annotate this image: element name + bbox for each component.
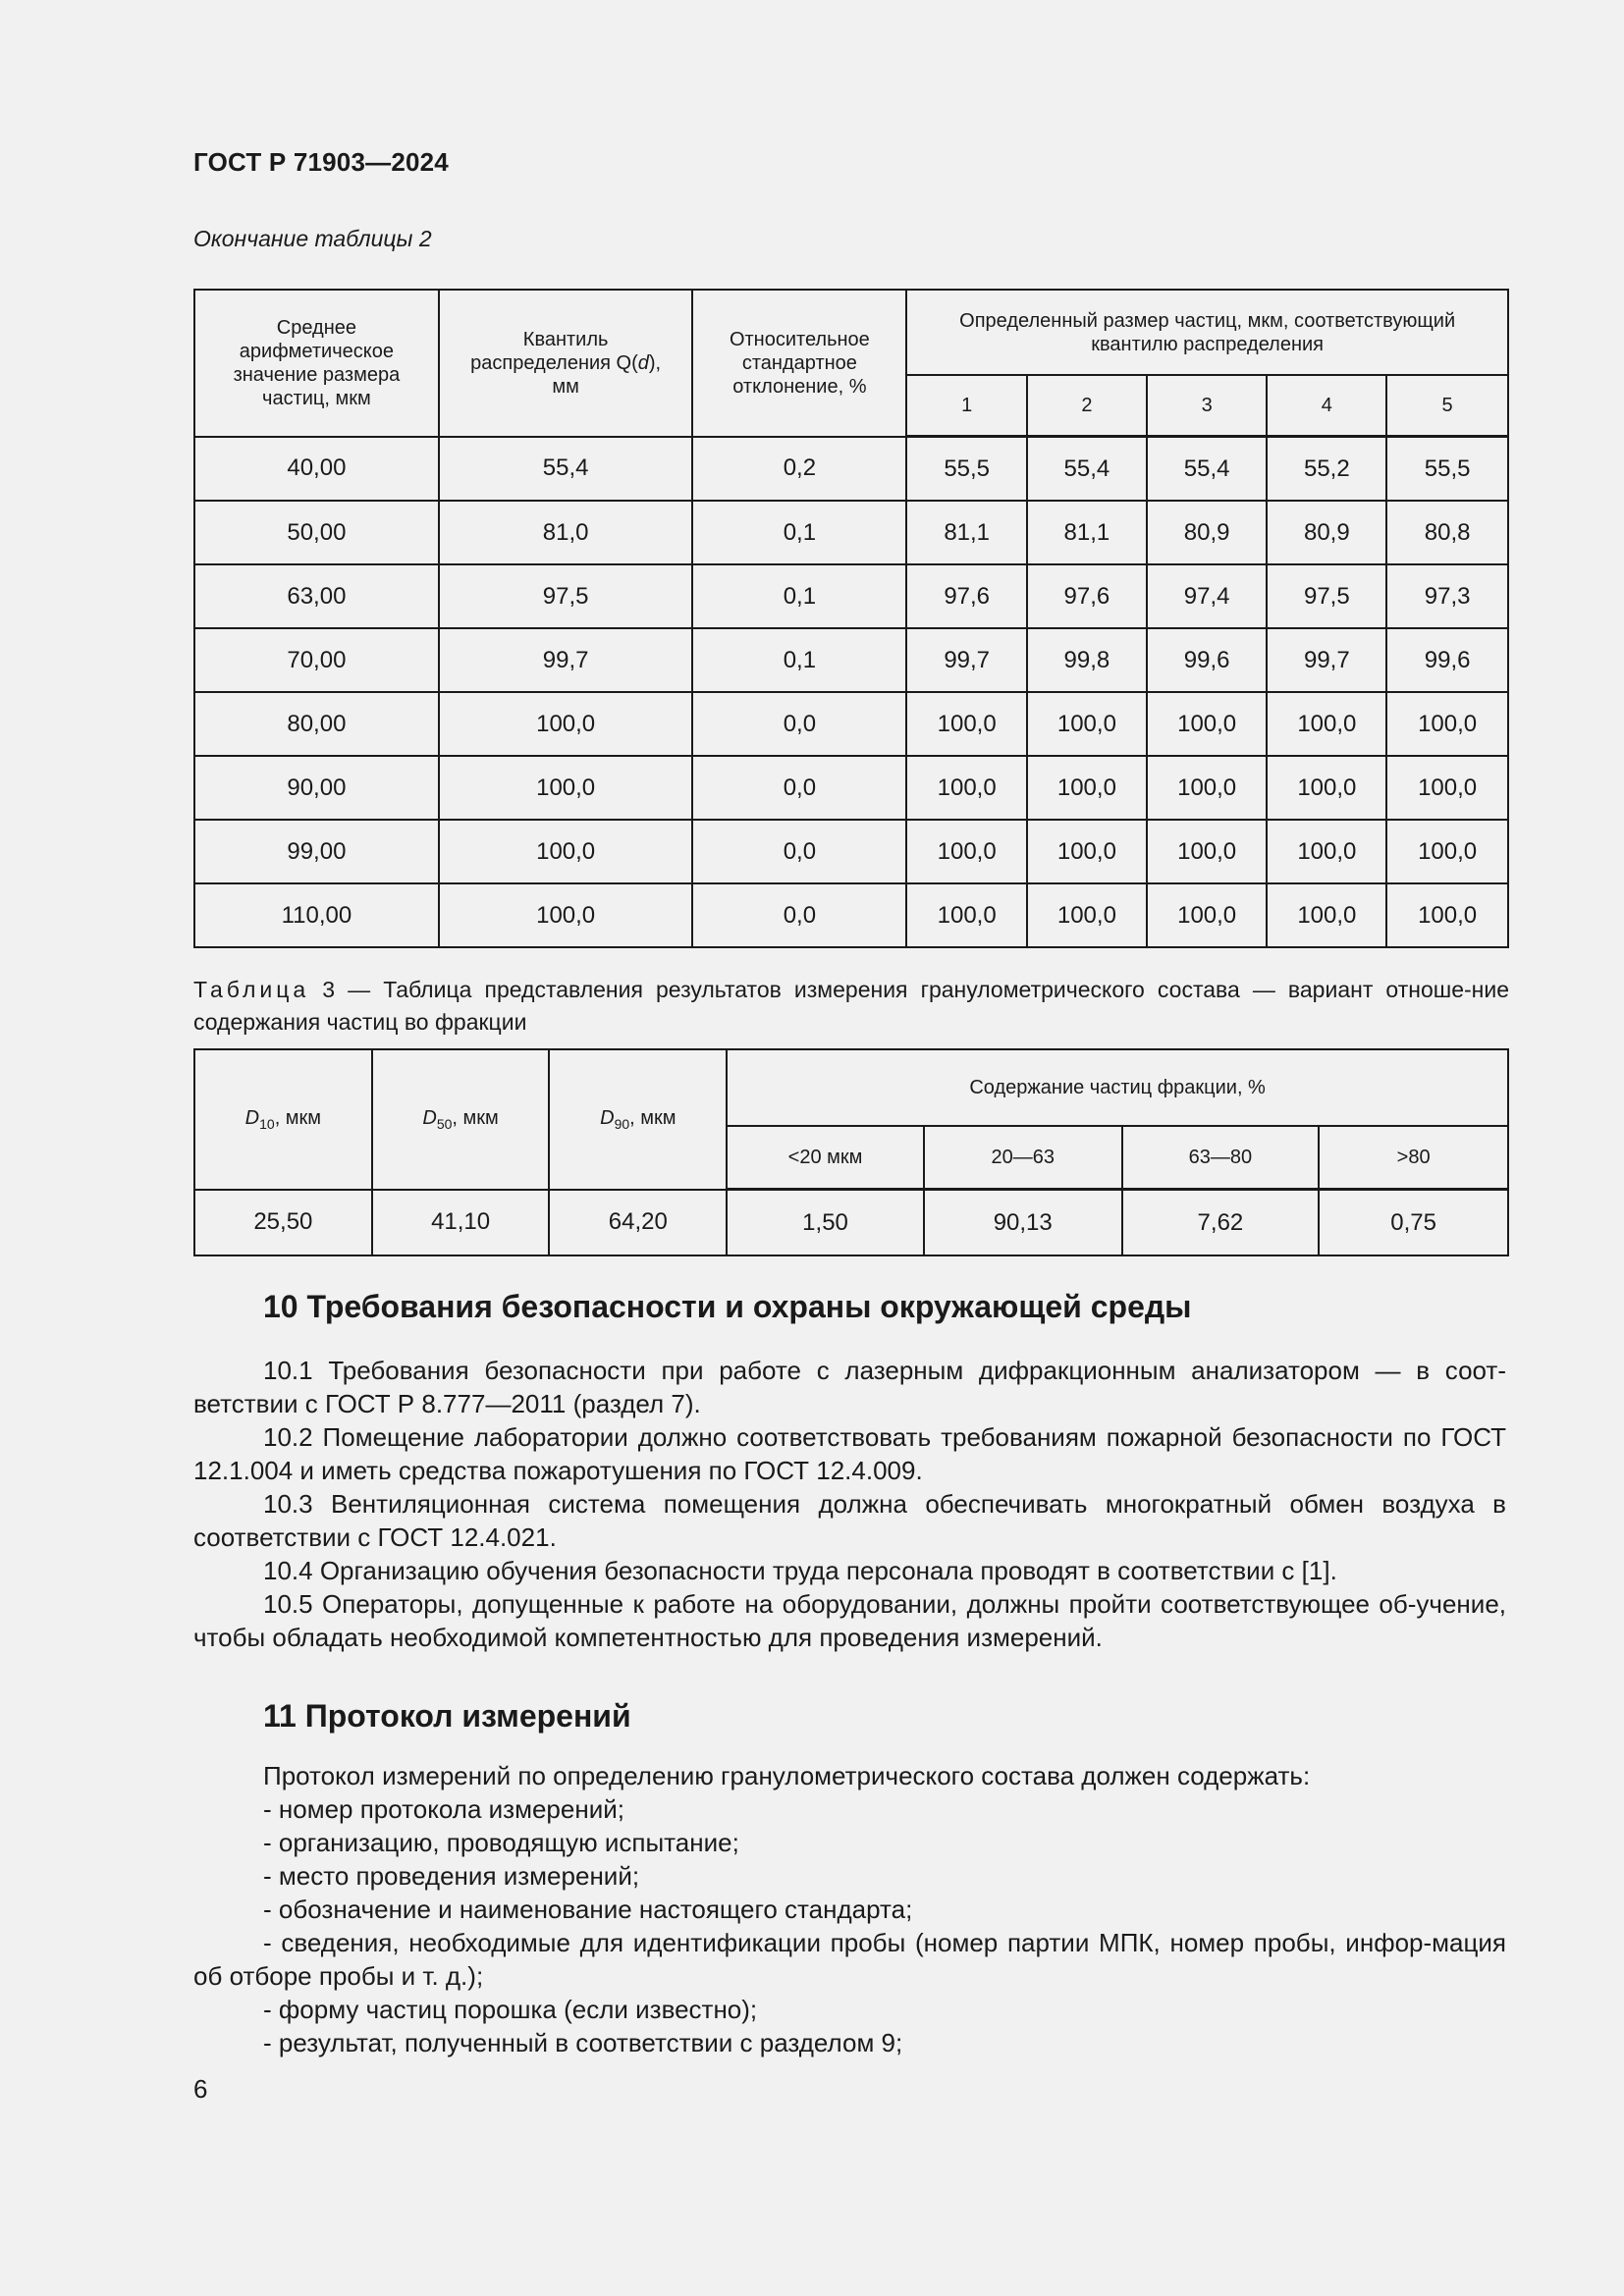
table-cell: 100,0 (906, 756, 1027, 820)
page-number: 6 (193, 2074, 208, 2104)
list-item: - форму частиц порошка (если известно); (263, 1995, 758, 2024)
table-cell: 100,0 (439, 883, 693, 947)
table-row (194, 1190, 1508, 1256)
table-row (194, 756, 1508, 820)
table-cell: 0,75 (1319, 1190, 1508, 1256)
table-cell: 100,0 (1386, 820, 1508, 883)
document-id: ГОСТ Р 71903—2024 (193, 147, 449, 177)
section-11-body (193, 1759, 1506, 2059)
table-cell: 97,5 (439, 564, 693, 628)
table-cell: 100,0 (906, 692, 1027, 756)
table-cell: 0,1 (692, 628, 906, 692)
table-row (194, 883, 1508, 947)
table-cell: 100,0 (1267, 820, 1386, 883)
table-cell: 100,0 (439, 692, 693, 756)
table-cell: 99,7 (439, 628, 693, 692)
table-cell: 100,0 (1267, 756, 1386, 820)
table-cell: 80,9 (1267, 501, 1386, 564)
paragraph: 10.1 Требования безопасности при работе с лазерным дифракционным анализатором — в соот-ветствии с ГОСТ Р 8.777—2011 (раздел 7). (193, 1356, 1506, 1418)
paragraph: 10.2 Помещение лаборатории должно соответствовать требованиям пожарной безопасности по ГОСТ 12.1.004 и иметь средства пожаротушения по ГОСТ 12.4.009. (193, 1422, 1506, 1485)
table-cell: 0,0 (692, 883, 906, 947)
header-fraction-lt20: <20 мкм (727, 1126, 924, 1190)
header-mean: Среднее арифметическое значение размера частиц, мкм (194, 290, 439, 437)
list-item: - организацию, проводящую испытание; (263, 1828, 739, 1857)
header-run-1: 1 (906, 375, 1027, 437)
table-cell: 55,4 (1027, 437, 1147, 502)
table-row (194, 820, 1508, 883)
table-cell: 25,50 (194, 1190, 372, 1256)
table-cell: 97,6 (906, 564, 1027, 628)
table-cell: 100,0 (1386, 756, 1508, 820)
table-row (194, 501, 1508, 564)
paragraph: 10.4 Организацию обучения безопасности труда персонала проводят в соответствии с [1]. (263, 1556, 1337, 1585)
table-cell: 0,2 (692, 437, 906, 502)
table-cell: 97,3 (1386, 564, 1508, 628)
list-item: - результат, полученный в соответствии с разделом 9; (263, 2028, 903, 2057)
header-determined-size: Определенный размер частиц, мкм, соответствующий квантилю распределения (906, 290, 1508, 375)
header-d90: $D_{90}$, мкм (549, 1049, 727, 1190)
table-cell: 99,6 (1147, 628, 1268, 692)
table-cell: 63,00 (194, 564, 439, 628)
table-cell: 100,0 (1027, 820, 1147, 883)
table-cell: 41,10 (372, 1190, 550, 1256)
header-fraction-content: Содержание частиц фракции, % (727, 1049, 1508, 1126)
table-cell: 90,13 (924, 1190, 1122, 1256)
table-cell: 50,00 (194, 501, 439, 564)
table-cell: 100,0 (1386, 692, 1508, 756)
header-rsd: Относительное стандартное отклонение, % (692, 290, 906, 437)
table-cell: 100,0 (439, 756, 693, 820)
table2-caption: Окончание таблицы 2 (193, 226, 432, 251)
table-cell: 80,9 (1147, 501, 1268, 564)
table-cell: 81,1 (906, 501, 1027, 564)
paragraph: Протокол измерений по определению гранулометрического состава должен содержать: (263, 1761, 1311, 1790)
table-cell: 100,0 (1147, 756, 1268, 820)
table-cell: 100,0 (1386, 883, 1508, 947)
table-cell: 0,1 (692, 564, 906, 628)
section-11-title: 11 Протокол измерений (263, 1698, 631, 1734)
table-cell: 97,5 (1267, 564, 1386, 628)
table-cell: 64,20 (549, 1190, 727, 1256)
header-fraction-63-80: 63—80 (1122, 1126, 1320, 1190)
table-cell: 80,00 (194, 692, 439, 756)
table-2 (193, 289, 1509, 948)
table-cell: 7,62 (1122, 1190, 1320, 1256)
list-item: - место проведения измерений; (263, 1861, 640, 1891)
table-cell: 100,0 (1027, 692, 1147, 756)
table-cell: 99,00 (194, 820, 439, 883)
table-cell: 97,6 (1027, 564, 1147, 628)
table-cell: 100,0 (1147, 883, 1268, 947)
table-cell: 100,0 (1027, 883, 1147, 947)
section-10-title: 10 Требования безопасности и охраны окружающей среды (263, 1289, 1192, 1324)
table-row (194, 628, 1508, 692)
table-cell: 110,00 (194, 883, 439, 947)
section-10-body (193, 1354, 1506, 1654)
table-cell: 99,6 (1386, 628, 1508, 692)
table-cell: 55,2 (1267, 437, 1386, 502)
table-cell: 55,5 (906, 437, 1027, 502)
table-cell: 55,4 (439, 437, 693, 502)
list-item: - обозначение и наименование настоящего стандарта; (263, 1895, 913, 1924)
list-item: - сведения, необходимые для идентификации пробы (номер партии МПК, номер пробы, инфор-мация об отборе пробы и т. д.); (193, 1928, 1506, 1991)
table-row (194, 437, 1508, 502)
table-cell: 0,1 (692, 501, 906, 564)
table-cell: 0,0 (692, 756, 906, 820)
table-cell: 100,0 (1027, 756, 1147, 820)
table-cell: 81,1 (1027, 501, 1147, 564)
header-run-5: 5 (1386, 375, 1508, 437)
table-cell: 1,50 (727, 1190, 924, 1256)
table-cell: 90,00 (194, 756, 439, 820)
table-cell: 70,00 (194, 628, 439, 692)
table-cell: 0,0 (692, 692, 906, 756)
table-cell: 55,4 (1147, 437, 1268, 502)
table-cell: 40,00 (194, 437, 439, 502)
table-cell: 97,4 (1147, 564, 1268, 628)
list-item: - номер протокола измерений; (263, 1794, 624, 1824)
paragraph: 10.3 Вентиляционная система помещения должна обеспечивать многократный обмен воздуха в соответствии с ГОСТ 12.4.021. (193, 1489, 1506, 1552)
header-d10: $D_{10}$, мкм (194, 1049, 372, 1190)
header-run-2: 2 (1027, 375, 1147, 437)
header-run-4: 4 (1267, 375, 1386, 437)
table3-caption: Таблица 3 — Таблица представления результатов измерения гранулометрического состава — вариант отноше-ние содержания частиц во фракции (193, 977, 1509, 1035)
table-cell: 0,0 (692, 820, 906, 883)
header-d50: $D_{50}$, мкм (372, 1049, 550, 1190)
header-fraction-20-63: 20—63 (924, 1126, 1122, 1190)
table-cell: 100,0 (906, 820, 1027, 883)
table-cell: 80,8 (1386, 501, 1508, 564)
table-cell: 100,0 (439, 820, 693, 883)
header-run-3: 3 (1147, 375, 1268, 437)
table-cell: 99,7 (906, 628, 1027, 692)
table-cell: 100,0 (1147, 820, 1268, 883)
table-cell: 81,0 (439, 501, 693, 564)
table-cell: 100,0 (1267, 692, 1386, 756)
header-fraction-gt80: >80 (1319, 1126, 1508, 1190)
table-cell: 100,0 (1147, 692, 1268, 756)
table-cell: 100,0 (906, 883, 1027, 947)
table-cell: 100,0 (1267, 883, 1386, 947)
paragraph: 10.5 Операторы, допущенные к работе на оборудовании, должны пройти соответствующее об-учение, чтобы обладать необходимой компетентностью для проведения измерений. (193, 1589, 1506, 1652)
table-cell: 99,7 (1267, 628, 1386, 692)
header-quantile: Квантиль распределения Q(d), мм (439, 290, 693, 437)
table-3 (193, 1048, 1509, 1256)
table-cell: 99,8 (1027, 628, 1147, 692)
table-cell: 55,5 (1386, 437, 1508, 502)
table-row (194, 564, 1508, 628)
table-row (194, 692, 1508, 756)
